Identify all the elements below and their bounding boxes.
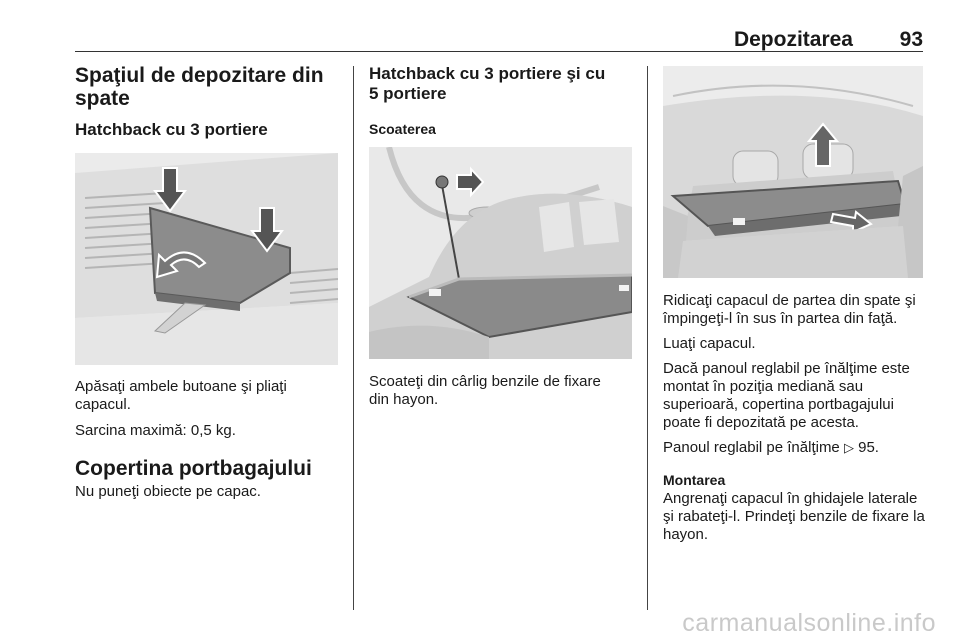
heading-storage: Spaţiul de depozitare din spate [75, 64, 324, 110]
adjustable-panel-ref: 95. [858, 439, 879, 456]
figure-removal [369, 147, 632, 359]
heading-hatchback: Hatchback cu 3 portiere şi cu 5 portiere [369, 64, 606, 103]
figure-lift-cover [663, 66, 923, 278]
subheading-3door: Hatchback cu 3 portiere [75, 120, 268, 139]
column-divider-2 [647, 66, 648, 610]
para-store-cover: Dacă panoul reglabil pe înălţime este montat în poziţia mediană sau superioară, copertina portbagajului poate fi depozitată pe acesta. [663, 360, 910, 431]
para-adjustable-panel [663, 439, 925, 457]
para-no-objects: Nu puneţi obiecte pe capac. [75, 483, 261, 500]
para-fitting: Angrenaţi capacul în ghidajele laterale şi rabateţi-l. Prindeţi benzile de fixare la hayon. [663, 490, 925, 543]
watermark: carmanualsonline.info [682, 609, 936, 637]
subheading-removal: Scoaterea [369, 121, 436, 137]
para-lift-cover: Ridicaţi capacul de partea din spate şi împingeţi-l în sus în partea din faţă. [663, 292, 916, 327]
figure-rear-storage [75, 153, 338, 365]
para-press-buttons: Apăsaţi ambele butoane şi pliaţi capacul. [75, 378, 287, 413]
para-max-load: Sarcina maximă: 0,5 kg. [75, 422, 236, 439]
page-ref-icon: ▷ [843, 440, 854, 455]
para-unhook-straps: Scoateţi din cârlig benzile de fixare din hayon. [369, 373, 601, 408]
column-2 [369, 64, 635, 409]
column-divider-1 [353, 66, 354, 610]
subheading-fitting: Montarea [663, 472, 726, 488]
para-take-cover: Luaţi capacul. [663, 335, 756, 352]
section-title: Depozitarea [733, 28, 853, 51]
column-1 [75, 64, 341, 501]
page-number: 93 [899, 28, 923, 51]
column-3 [663, 64, 925, 544]
heading-cover: Copertina portbagajului [75, 457, 312, 480]
page-header [75, 28, 923, 50]
adjustable-panel-text: Panoul reglabil pe înălţime [663, 439, 840, 456]
header-rule [75, 51, 923, 52]
